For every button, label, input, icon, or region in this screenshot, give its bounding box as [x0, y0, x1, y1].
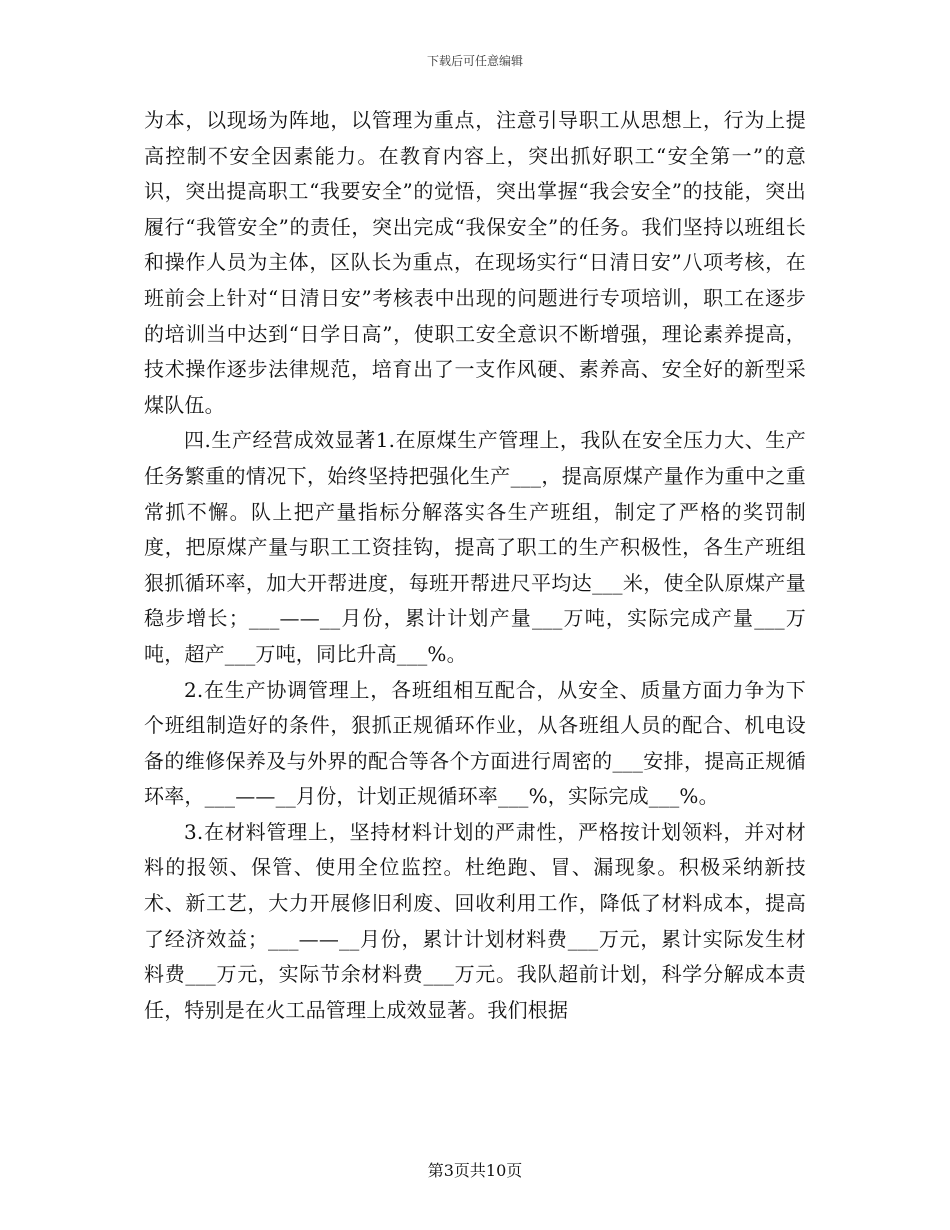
paragraph-1: 为本，以现场为阵地，以管理为重点，注意引导职工从思想上，行为上提高控制不安全因素能力。在教育内容上，突出抓好职工“安全第一”的意识，突出提高职工“我要安全”的觉悟，突出掌握“我会安全”的技能，突出履行“我管安全”的责任，突出完成“我保安全”的任务。我们坚持以班组长和操作人员为主体，区队长为重点，在现场实行“日清日安”八项考核，在班前会上针对“日清日安”考核表中出现的问题进行专项培训，职工在逐步的培训当中达到“日学日高”，使职工安全意识不断增强，理论素养提高，技术操作逐步法律规范，培育出了一支作风硬、素养高、安全好的新型采煤队伍。: [144, 108, 806, 417]
page-footer: 第3页共10页: [427, 1161, 523, 1180]
page-header: 下载后可任意编辑: [426, 54, 523, 68]
paragraph-4: 3.在材料管理上，坚持材料计划的严肃性，严格按计划领料，并对材料的报领、保管、使用全位监控。杜绝跑、冒、漏现象。积极采纳新技术、新工艺，大力开展修旧利废、回收利用工作，降低了材料成本，提高了经济效益；___——__月份，累计计划材料费___万元，累计实际发生材料费___万元，实际节余材料费___万元。我队超前计划，科学分解成本责任，特别是在火工品管理上成效显著。我们根据: [144, 819, 806, 1022]
paragraph-3: 2.在生产协调管理上，各班组相互配合，从安全、质量方面力争为下个班组制造好的条件，狠抓正规循环作业，从各班组人员的配合、机电设备的维修保养及与外界的配合等各个方面进行周密的___安排，提高正规循环率，___——__月份，计划正规循环率___%，实际完成___%。: [144, 677, 806, 809]
document-body: [144, 103, 806, 1028]
paragraph-2: 四.生产经营成效显著1.在原煤生产管理上，我队在安全压力大、生产任务繁重的情况下，始终坚持把强化生产___，提高原煤产量作为重中之重常抓不懈。队上把产量指标分解落实各生产班组，制定了严格的奖罚制度，把原煤产量与职工工资挂钩，提高了职工的生产积极性，各生产班组狠抓循环率，加大开帮进度，每班开帮进尺平均达___米，使全队原煤产量稳步增长；___——__月份，累计计划产量___万吨，实际完成产量___万吨，超产___万吨，同比升高___%。: [144, 428, 806, 666]
